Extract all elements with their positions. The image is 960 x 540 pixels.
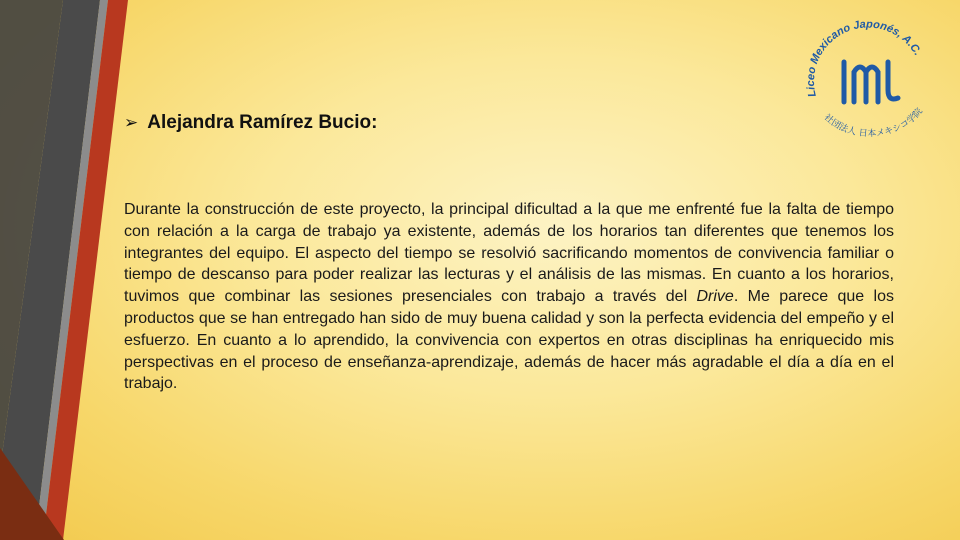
heading bbox=[124, 112, 377, 134]
school-logo bbox=[800, 18, 936, 138]
body-paragraph bbox=[124, 199, 894, 395]
paragraph-part-2: . Me parece que los productos que se han entregado han sido de muy buena calidad y son la perfecta evidencia del empeño y el esfuerzo. En cuanto a lo aprendido, la convivencia con expertos en otras disciplinas ha enriquecido mis perspectivas en el proceso de enseñanza-aprendizaje, además de hacer más agradable el día a día en el trabajo. bbox=[124, 288, 894, 393]
logo-text-top: Liceo Mexicano Japonés, A.C. bbox=[804, 18, 924, 98]
logo-text-bottom: 社団法人 日本メキシコ学院 bbox=[821, 106, 925, 138]
paragraph-part-1: Durante la construcción de este proyecto, la principal dificultad a la que me enfrenté fue la falta de tiempo con relación a la carga de trabajo ya existente, además de los horarios tan diferentes que tenemos los integrantes del equipo. El aspecto del tiempo se resolvió sacrificando momentos de convivencia familiar o tiempo de descanso para poder realizar las lecturas y el análisis de las mismas. En cuanto a los horarios, tuvimos que combinar las sesiones presenciales con trabajo a través del bbox=[124, 201, 894, 306]
heading-text: Alejandra Ramírez Bucio: bbox=[147, 112, 378, 133]
paragraph-emphasis: Drive bbox=[696, 288, 734, 306]
arrow-bullet-icon: ➢ bbox=[124, 113, 139, 133]
svg-text:社団法人 日本メキシコ学院 bbox=[822, 106, 925, 138]
logo-emblem bbox=[844, 62, 898, 102]
